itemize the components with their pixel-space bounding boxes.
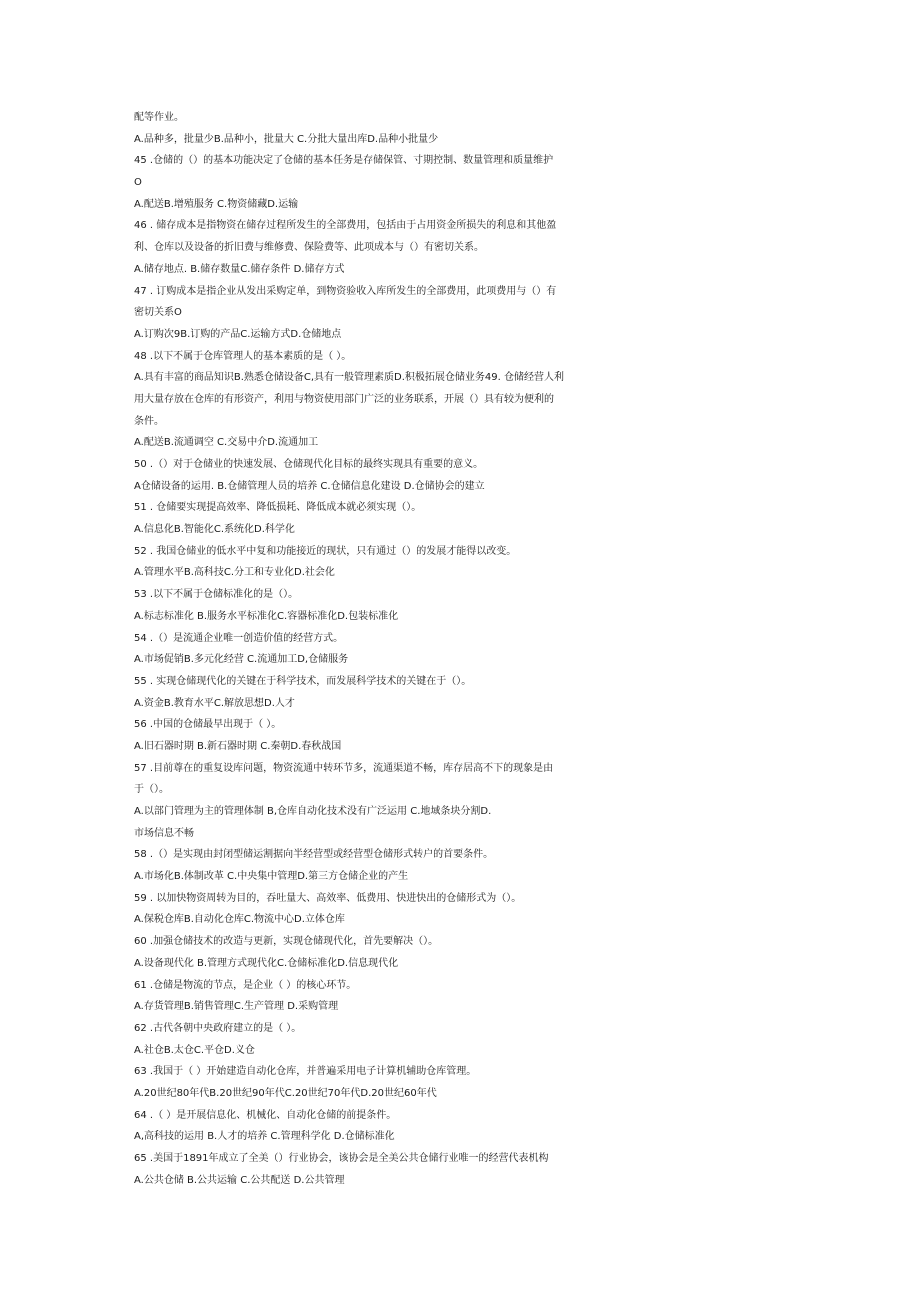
text-line: A.存货管理B.销售管理C.生产管理 D.采购管理 xyxy=(134,1001,339,1013)
text-line: 60 .加强仓储技术的改造与更新，实现仓储现代化，首先要解决（）。 xyxy=(134,936,439,948)
text-line: A.配送B.流通调空 C.交易中介D.流通加工 xyxy=(134,437,319,449)
text-line: 63 .我国于（ ）开始建造自动化仓库，并普遍采用电子计算机辅助仓库管理。 xyxy=(134,1066,477,1078)
text-line: A.市场促销B.多元化经营 C.流通加工D,仓储服务 xyxy=(134,654,349,666)
text-line: 用大量存放在仓库的有形资产，利用与物资使用部门广泛的业务联系，开展（）具有较为便利的 xyxy=(134,393,554,405)
text-line: A.信息化B.智能化C.系统化D.科学化 xyxy=(134,524,295,536)
text-line: 58 .（）是实现由封闭型储运割据向半经营型或经营型仓储形式转户的首要条件。 xyxy=(134,849,494,861)
text-line: A.以部门管理为主的管理体制 B,仓库自动化技术没有广泛运用 C.地域条块分割D. xyxy=(134,806,492,817)
text-line: 50 .（）对于仓储业的快速发展、仓储现代化目标的最终实现具有重要的意义。 xyxy=(134,459,484,470)
text-line: A.设备现代化 B.管理方式现代化C.仓储标准化D.信息现代化 xyxy=(134,957,399,969)
text-line: 57 .目前尊在的重复设库问题，物资流通中转环节多，流通渠道不畅，库存居高不下的现象是由 xyxy=(134,762,554,774)
text-line: 48 .以下不属于仓库管理人的基本素质的是（ ）。 xyxy=(134,350,352,362)
text-line: 51 . 仓储要实现提高效率、降低损耗、降低成本就必须实现（）。 xyxy=(134,502,422,514)
text-line: 于（）。 xyxy=(134,784,169,796)
text-line: 62 .古代各朝中央政府建立的是（ ）。 xyxy=(134,1022,302,1034)
text-line: 64 .（ ）是开展信息化、机械化、自动化仓储的前提条件。 xyxy=(134,1109,397,1121)
text-line: A.市场化B.体制改革 C.中央集中管理D.第三方仓储企业的产生 xyxy=(134,871,409,883)
text-line: 55 . 实现仓储现代化的关键在于科学技术，而发展科学技术的关键在于（）。 xyxy=(134,675,472,687)
text-line: 52 . 我国仓储业的低水平中复和功能接近的现状，只有通过（）的发展才能得以改变。 xyxy=(134,545,517,557)
text-line: 47 . 订购成本是指企业从发出采购定单，到物资验收入库所发生的全部费用，此项费用与（）有 xyxy=(134,285,557,297)
text-line: 53 .以下不属于仓储标准化的是（）。 xyxy=(134,589,299,601)
text-line: A.管理水平B.高科技C.分工和专业化D.社会化 xyxy=(134,567,335,579)
document-page xyxy=(134,107,794,1191)
text-line: 46 . 储存成本是指物资在储存过程所发生的全部费用，包括由于占用资金所损失的利息和其他盈 xyxy=(134,220,557,232)
text-line: 61 .仓储是物流的节点，是企业（ ）的核心环节。 xyxy=(134,979,357,991)
text-line: 54 .（）是流通企业唯一创造价值的经营方式。 xyxy=(134,632,344,644)
text-line: 市场信息不畅 xyxy=(134,827,194,839)
text-line: A.品种多，批量少B.品种小，批量大 C.分批大量出库D.品种小批量少 xyxy=(134,133,439,145)
text-line: 45 .仓储的（）的基本功能决定了仓储的基本任务是存储保管、寸期控制、数量管理和质量维护 xyxy=(134,155,554,167)
text-line: A.公共仓储 B.公共运输 C.公共配送 D.公共管理 xyxy=(134,1174,345,1186)
text-line: 59 . 以加快物资周转为目的，吞吐量大、高效率、低费用、快进快出的仓储形式为（）。 xyxy=(134,892,522,904)
text-line: 利、仓库以及设备的折旧费与维修费、保险费等、此项成本与（）有密切关系。 xyxy=(134,242,484,254)
text-line: A.社仓B.太仓C.平仓D.义仓 xyxy=(134,1044,255,1056)
text-line: A.标志标准化 B.服务水平标准化C.容器标准化D.包装标准化 xyxy=(134,610,399,622)
text-line: 56 .中国的仓储最早出现于（ ）。 xyxy=(134,719,282,731)
text-line: A.资金B.教育水平C.解放思想D.人才 xyxy=(134,697,295,709)
text-line: A.储存地点. B.储存数量C.储存条件 D.储存方式 xyxy=(134,263,345,275)
text-line: A.订购次9B.订购的产品C.运输方式D.仓储地点 xyxy=(134,328,342,340)
text-line: A.20世纪80年代B.20世纪90年代C.20世纪70年代D.20世纪60年代 xyxy=(134,1087,437,1099)
text-line: A.旧石器时期 B.新石器时期 C.秦朝D.春秋战国 xyxy=(134,740,342,752)
text-line: 条件。 xyxy=(134,415,164,427)
text-line: O xyxy=(134,177,142,189)
text-line: A.配送B.增殖服务 C.物资储藏D.运输 xyxy=(134,198,299,210)
text-line: 密切关系O xyxy=(134,307,182,319)
text-line: A.保税仓库B.自动化仓库C.物流中心D.立体仓库 xyxy=(134,914,345,926)
text-line: A,高科技的运用 B.人才的培养 C.管理科学化 D.仓储标准化 xyxy=(134,1131,395,1143)
text-line: 配等作业。 xyxy=(134,112,184,123)
text-line: A仓储设备的运用. B.仓储管理人员的培养 C.仓储信息化建设 D.仓储协会的建立 xyxy=(134,480,485,492)
text-line: 65 .美国于1891年成立了全美（）行业协会，该协会是全美公共仓储行业唯一的经营代表机构 xyxy=(134,1153,549,1164)
text-line: A.具有丰富的商品知识B.熟悉仓储设备C,具有一般管理素质D.积极拓展仓储业务49. 仓储经营人利 xyxy=(134,372,565,384)
